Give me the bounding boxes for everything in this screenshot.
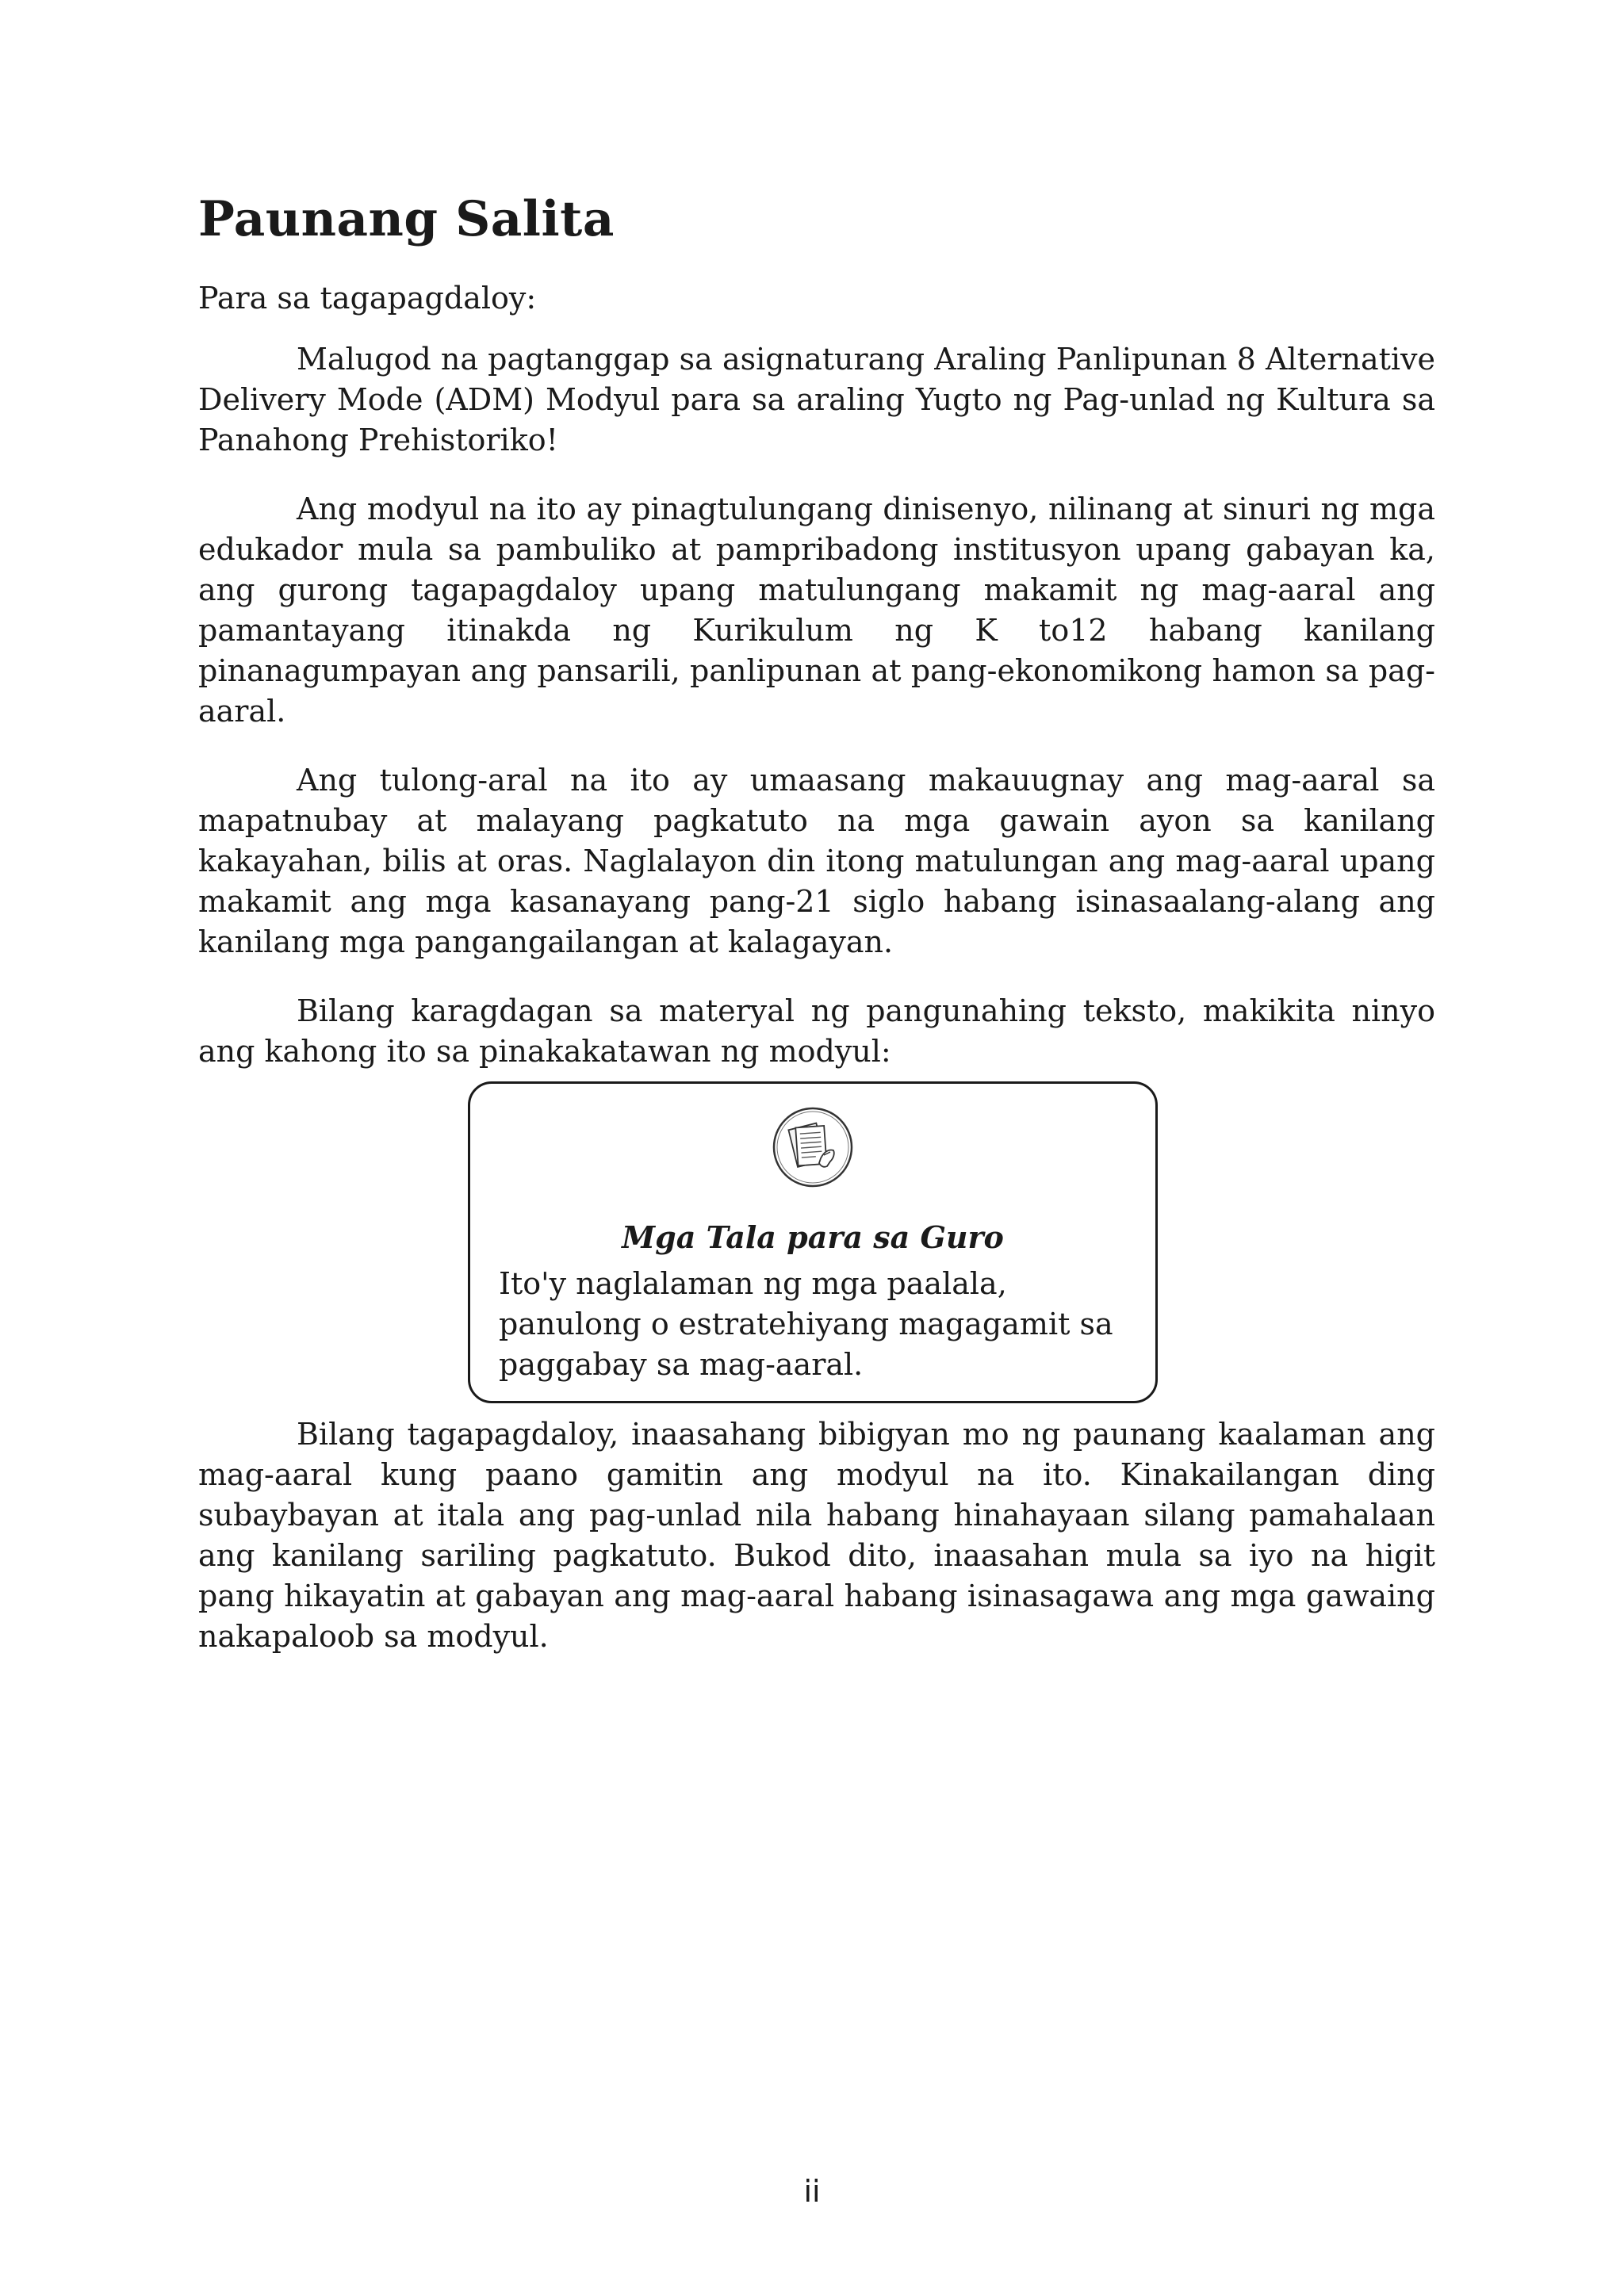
document-page bbox=[198, 190, 1435, 1686]
paragraph-module-design: Ang modyul na ito ay pinagtulungang dinisenyo, nilinang at sinuri ng mga edukador mula sa pambuliko at pampribadong institusyon upang gabayan ka, ang gurong tagapagdaloy upang matulungang makamit ng mag-aaral ang pamantayang itinakda ng Kurikulum ng K to12 habang kanilang pinanagumpayan ang pansarili, panlipunan at pang-ekonomikong hamon sa pag-aaral. bbox=[198, 492, 1435, 729]
teacher-notes-title: Mga Tala para sa Guro bbox=[622, 1219, 1004, 1256]
paragraph-closing: Bilang tagapagdaloy, inaasahang bibigyan mo ng paunang kaalaman ang mag-aaral kung paano gamitin ang modyul na ito. Kinakailangan ding subaybayan at itala ang pag-unlad nila habang hinahayaan silang pamahalaan ang kanilang sariling pagkatuto. Bukod dito, inaasahan mula sa iyo na higit pang hikayatin at gabayan ang mag-aaral habang isinasagawa ang mga gawaing nakapaloob sa modyul. bbox=[198, 1417, 1435, 1655]
paragraph-box-intro: Bilang karagdagan sa materyal ng pangunahing teksto, makikita ninyo ang kahong ito sa pinakakatawan ng modyul: bbox=[198, 993, 1435, 1070]
page-number: ii bbox=[803, 2174, 821, 2209]
page-title: Paunang Salita bbox=[198, 191, 615, 247]
salutation: Para sa tagapagdaloy: bbox=[198, 281, 537, 316]
paragraph-welcome: Malugod na pagtanggap sa asignaturang Araling Panlipunan 8 Alternative Delivery Mode (ADM) Modyul para sa araling Yugto ng Pag-unlad ng Kultura sa Panahong Prehistoriko! bbox=[198, 342, 1435, 458]
teacher-notes-icon bbox=[772, 1106, 854, 1188]
paragraph-learning-aid: Ang tulong-aral na ito ay umaasang makauugnay ang mag-aaral sa mapatnubay at malayang pagkatuto na mga gawain ayon sa kanilang kakayahan, bilis at oras. Naglalayon din itong matulungan ang mag-aaral upang makamit ang mga kasanayang pang-21 siglo habang isinasaalang-alang ang kanilang mga pangangailangan at kalagayan. bbox=[198, 763, 1435, 960]
teacher-notes-box bbox=[468, 1081, 1158, 1403]
teacher-notes-body: Ito'y naglalaman ng mga paalala, panulong o estratehiyang magagamit sa paggabay sa mag-aaral. bbox=[499, 1266, 1113, 1383]
